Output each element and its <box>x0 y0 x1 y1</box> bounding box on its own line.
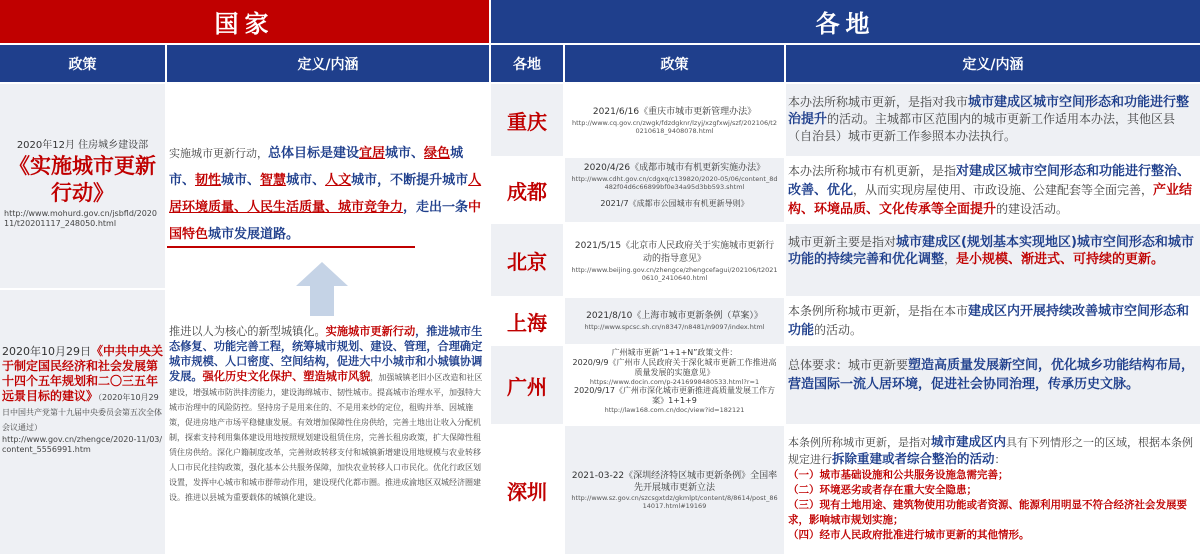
def-text: 具有下列情形之一的区域，根据本条例规定进行 <box>788 436 1194 466</box>
def-keyword: 人文 <box>325 173 352 188</box>
def-shenzhen <box>786 426 1200 554</box>
policy-url[interactable]: http://www.sz.gov.cn/szcsgxtdz/gkmlpt/content/8/8614/post_8614017.html#19169 <box>571 494 778 510</box>
def-text: 城市、 <box>169 146 464 188</box>
national-policy-col-header: 政策 <box>0 45 165 82</box>
policy-chengdu <box>565 158 784 222</box>
def-text: 城市、 <box>385 146 425 161</box>
policy-url[interactable]: http://www.cq.gov.cn/zwgk/fdzdgknr/lzyj/xzgfxwj/szf/202106/t20210618_9408078.html <box>572 119 777 135</box>
list-item: （四）经市人民政府批准进行城市更新的其他情形。 <box>788 529 1030 541</box>
def-text: 总体要求：城市更新要 <box>788 358 909 372</box>
national-row2-policy <box>0 290 165 554</box>
local-definition-col-header: 定义/内涵 <box>786 45 1200 82</box>
def-text: 实施城市更新行动， <box>169 147 268 160</box>
up-arrow-icon <box>296 262 348 316</box>
policy-url[interactable]: http://www.spcsc.sh.cn/n8347/n8481/n9097/index.html <box>584 323 765 331</box>
def-chengdu <box>786 158 1200 222</box>
def-text: 城市、 <box>221 173 261 188</box>
def-keyword: 建成区内开展持续改善城市空间形态和功能 <box>788 304 1190 338</box>
policy-head: 广州城市更新“1+1+N”政策文件： <box>611 348 738 357</box>
city-shanghai: 上海 <box>491 298 563 344</box>
def-text: 城市、 <box>286 173 326 188</box>
city-shenzhen: 深圳 <box>491 426 563 554</box>
region-col-header: 各地 <box>491 45 563 82</box>
policy-title: 2021/8/10《上海市城市更新条例（草案）》 <box>586 311 763 321</box>
city-chengdu: 成都 <box>491 158 563 222</box>
policy-url-2[interactable]: http://law168.com.cn/doc/view?id=182121 <box>604 406 745 414</box>
list-item: （二）环境恶劣或者存在重大安全隐患； <box>788 484 977 496</box>
policy-shenzhen <box>565 426 784 554</box>
national-row2-definition <box>167 322 489 554</box>
def-text: 本条例所称城市更新，是指对 <box>788 436 931 449</box>
section-divider <box>489 0 491 554</box>
def-text: 的建设活动。 <box>996 202 1069 216</box>
def-text: 推进以人为核心的新型城镇化。 <box>169 325 326 338</box>
def-keyword: 城市建成区内 <box>931 434 1007 449</box>
city-beijing: 北京 <box>491 224 563 296</box>
def-text: 本条例所称城市更新，是指在本市 <box>788 304 969 318</box>
def-keyword: 智慧 <box>260 173 287 188</box>
def-chongqing <box>786 84 1200 156</box>
def-keyword: 城市建成区(规划基本实现地区)城市空间形态和城市功能的持续完善和优化调整 <box>788 235 1194 267</box>
def-text: 总体目标是建设 <box>268 146 360 161</box>
policy-title-2: 2020/9/17《广州市深化城市更新推进高质量发展工作方案》1+1+9 <box>573 386 776 405</box>
policy-title: 《实施城市更新行动》 <box>9 154 156 205</box>
def-guangzhou <box>786 346 1200 424</box>
national-header: 国家 <box>0 0 489 43</box>
list-item: （三）现有土地用途、建筑物使用功能或者资源、能源利用明显不符合经济社会发展要求，影响城市规划实施； <box>788 499 1187 526</box>
policy-shanghai <box>565 298 784 344</box>
national-definition-col-header: 定义/内涵 <box>167 45 489 82</box>
policy-chongqing <box>565 84 784 156</box>
policy-url[interactable]: http://www.cdht.gov.cn/cdgxq/c139820/2020-05/06/content_8d482f04d6c66899bf0e34a95d3bb593.shtml <box>571 175 778 191</box>
def-keyword: 中国特色 <box>169 200 482 242</box>
def-keyword: 对建成区城市空间形态和功能进行整治、改善、优化 <box>788 164 1191 198</box>
national-row1-definition <box>167 84 489 288</box>
policy-title: 2021/5/15《北京市人民政府关于实施城市更新行动的指导意见》 <box>574 241 775 264</box>
def-text: ，从而实现房屋使用、市政设施、公建配套等全面完善， <box>853 183 1154 197</box>
policy-title: 2020/9/9《广州市人民政府关于深化城市更新工作推进高质量发展的实施意见》 <box>572 358 777 377</box>
policy-guangzhou <box>565 346 784 424</box>
def-shanghai <box>786 298 1200 344</box>
def-text: ： <box>994 453 1006 466</box>
city-chongqing: 重庆 <box>491 84 563 156</box>
policy-date: 2020年12月 住房城乡建设部 <box>16 140 149 151</box>
def-keyword: 人居环境质量、人民生活质量、城市竞争力 <box>169 173 482 215</box>
policy-title: 2021-03-22《深圳经济特区城市更新条例》全国率先开展城市更新立法 <box>571 471 778 493</box>
national-row1-policy <box>0 84 165 288</box>
def-keyword: 实施城市更新行动 <box>325 325 416 338</box>
definition-underline <box>167 246 415 248</box>
def-keyword: 绿色 <box>424 146 451 161</box>
policy-title-2: 2021/7《成都市公园城市有机更新导则》 <box>600 199 749 208</box>
def-text: 的活动。 <box>814 323 863 337</box>
policy-title: 《中共中央关于制定国民经济和社会发展第十四个五年规划和二〇三五年远景目标的建议》 <box>2 344 164 403</box>
def-keyword: 宜居 <box>359 146 386 161</box>
def-beijing <box>786 224 1200 296</box>
policy-beijing <box>565 224 784 296</box>
def-text: 本办法所称城市更新，是指对我市 <box>788 95 969 109</box>
def-keyword: 产业结构、环境品质、文化传承等全面提升 <box>788 183 1193 217</box>
policy-url[interactable]: http://www.beijing.gov.cn/zhengce/zhengcefagui/202106/t20210610_2410640.html <box>571 266 778 282</box>
def-text: 的活动。主城都市区范围内的城市更新工作适用本办法，其他区县（自治县）城市更新工作参照本办法执行。 <box>788 112 1176 143</box>
def-keyword: 是小规模、渐进式、可持续的更新。 <box>956 252 1165 267</box>
def-text: ，走出一条 <box>403 200 469 215</box>
def-text: ，推进城市生态修复、功能完善工程，统筹城市规划、建设、管理，合理确定城市规模、人口密度、空间结构，促进大中小城市和小城镇协调发展。 <box>169 325 483 383</box>
def-keyword: 塑造高质量发展新空间，优化城乡功能结构布局，营造国际一流人居环境，促进社会协同治理，传承历史文脉。 <box>788 358 1195 392</box>
policy-title: 2020/4/26《成都市城市有机更新实施办法》 <box>583 163 766 173</box>
policy-url[interactable]: http://www.mohurd.gov.cn/jsbfld/202011/t20201117_248050.html <box>4 209 157 228</box>
def-text: 城市更新主要是指对 <box>788 235 897 249</box>
policy-date: 2020年10月29日 <box>2 345 91 358</box>
def-text: ， <box>944 252 957 266</box>
def-text: ，加强城镇老旧小区改造和社区建设，增强城市防洪排涝能力，建设海绵城市、韧性城市。提高城市治理水平，加强特大城市治理中的风险防控。坚持房子是用来住的、不是用来炒的定位，租购并举、因城施策，促进房地产市场平稳健康发展。有效增加保障性住房供给，完善土地出让收入分配机制，探索支持利用集体建设用地按照规划建设租赁住房，完善长租房政策，扩大保障性租赁住房供给。深化户籍制度改革，完善财政转移支付和城镇新增建设用地规模与农业转移人口市民化挂钩政策，强化基本公共服务保障，加快农业转移人口市民化。优化行政区划设置，发挥中心城市和城市群带动作用，建设现代化都市圈。推进成渝地区双城经济圈建设。推进以县城为重要载体的城镇化建设。 <box>169 373 483 502</box>
policy-url[interactable]: http://www.gov.cn/zhengce/2020-11/03/content_5556991.htm <box>2 435 163 454</box>
list-item: （一）城市基础设施和公共服务设施急需完善； <box>788 469 1009 481</box>
def-text: 城市发展道路。 <box>208 227 300 242</box>
def-keyword: 强化历史文化保护、塑造城市风貌 <box>202 370 371 383</box>
def-text: 城市，不断提升城市 <box>351 173 469 188</box>
local-policy-col-header: 政策 <box>565 45 784 82</box>
def-keyword: 韧性 <box>195 173 222 188</box>
def-keyword: 城市建成区城市空间形态和功能进行整治提升 <box>788 95 1190 127</box>
city-guangzhou: 广州 <box>491 346 563 424</box>
policy-title: 2021/6/16《重庆市城市更新管理办法》 <box>592 107 757 117</box>
def-keyword: 拆除重建或者综合整治的活动 <box>832 451 995 466</box>
def-text: 本办法所称城市有机更新，是指 <box>788 164 957 178</box>
policy-source: （2020年10月29日中国共产党第十九届中央委员会第五次全体会议通过） <box>2 393 162 432</box>
local-header: 各地 <box>491 0 1200 43</box>
policy-url[interactable]: https://www.docin.com/p-2416998480533.html?r=1 <box>589 378 760 386</box>
